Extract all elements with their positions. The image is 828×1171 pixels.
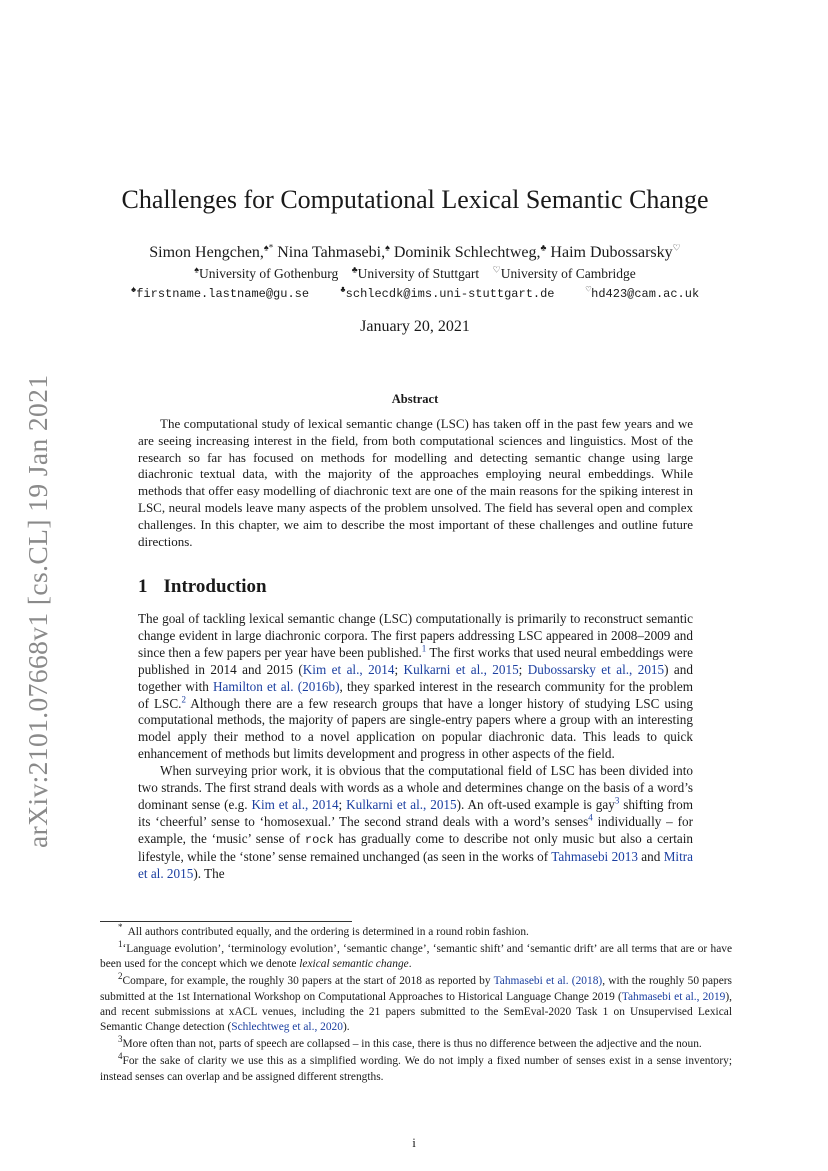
footnote [100, 939, 732, 973]
footnote-text: All authors contributed equally, and the ordering is determined in a round robin fashion. [127, 926, 529, 938]
section-title: Introduction [163, 576, 267, 597]
abstract-text: The computational study of lexical semantic change (LSC) has taken off in the past few years and we are seeing increasing interest in the field, from both computational sciences and linguistics. Most of the research so far has focused on methods for modelling and detecting semantic change using large diachronic textual data, with the majority of the approaches employing neural embeddings. While methods that offer easy modelling of diachronic text are one of the main reasons for the spiking interest in LSC, neural models leave many aspects of the problem unsolved. The field has several open and complex challenges. In this chapter, we aim to describe the most important of these challenges and outline future directions. [138, 416, 693, 549]
footnote [100, 971, 733, 1036]
abstract-heading: Abstract [391, 392, 439, 406]
author-mark: ♡ [672, 242, 681, 253]
author-mark: ♠* [263, 242, 274, 253]
paper-date: January 20, 2021 [360, 318, 470, 335]
page-number: i [412, 1135, 416, 1150]
paragraph [138, 611, 693, 763]
email-mark: ♣ [340, 285, 346, 295]
footnote-text: ), and recent submissions at xACL venues, including the 21 papers submitted to the SemEval-2020 Task 1 on Unsupervised Lexical Semantic Change detection ( [100, 990, 733, 1034]
footnote-text: , with the roughly 50 papers submitted at the 1st International Workshop on Computational Approaches to Historical Language Change 2019 ( [100, 975, 732, 1003]
text-run: ) and together with [138, 661, 693, 694]
text-run: ; [338, 796, 347, 812]
footnotes [100, 922, 733, 1087]
footnote [100, 922, 732, 940]
email-address[interactable]: firstname.lastname@gu.se [136, 287, 310, 301]
footnote-ref[interactable]: 4 [588, 812, 593, 823]
email-address[interactable]: schlecdk@ims.uni-stuttgart.de [345, 287, 555, 301]
citation-link[interactable]: Schlechtweg et al., 2020 [231, 1021, 343, 1034]
text-run: ). The [193, 865, 225, 881]
footnote-ref[interactable]: 2 [181, 694, 186, 705]
footnote [100, 1034, 732, 1052]
footnote-divider [100, 921, 352, 922]
footnote-ref[interactable]: 1 [421, 643, 427, 654]
author-mark: ♠ [385, 242, 390, 253]
citation-link[interactable]: Tahmasebi et al., 2019 [621, 990, 726, 1003]
citation-link[interactable]: Tahmasebi 2013 [551, 848, 638, 864]
section-heading [138, 576, 267, 598]
text-run: , they sparked interest in the research community for the problem of LSC. [138, 678, 693, 711]
affiliation-mark: ♣ [351, 264, 358, 275]
affiliation-mark: ♡ [492, 264, 501, 275]
text-run: The goal of tackling lexical semantic change (LSC) computationally is primarily to reconstruct semantic change evident in large diachronic corpora. The first papers addressing LSC appeared in 2008–2009 and since then a few papers per year have been published. [138, 611, 693, 660]
affiliation-name: University of Cambridge [500, 266, 636, 281]
paper-title: Challenges for Computational Lexical Semantic Change [121, 185, 709, 214]
affiliation-list [60, 265, 770, 282]
author-name: Nina Tahmasebi, [277, 244, 386, 261]
footnote-ref[interactable]: 3 [614, 795, 620, 806]
footnote-mark: 1 [118, 939, 123, 950]
affiliation-mark: ♠ [194, 264, 200, 275]
footnote [100, 1051, 732, 1085]
text-run: The first works that used neural embeddings were published in 2014 and 2015 ( [138, 644, 693, 677]
text-run: ; [518, 661, 528, 677]
email-list [60, 286, 770, 302]
author-name: Dominik Schlechtweg, [393, 244, 541, 261]
footnote-text: ). [342, 1021, 350, 1034]
footnote-mark: 3 [118, 1034, 123, 1045]
text-run: ; [394, 661, 404, 677]
citation-link[interactable]: Hamilton et al. (2016b) [213, 678, 340, 694]
affiliation-name: University of Stuttgart [357, 266, 480, 281]
email-mark: ♠ [130, 285, 137, 295]
footnote-text: For the sake of clarity we use this as a simplified wording. We do not imply a fixed number of senses exist in a sense inventory; instead senses can overlap and be assigned different strengths. [100, 1055, 732, 1083]
footnote-text: ‘Language evolution’, ‘terminology evolution’, ‘semantic change’, ‘semantic shift’ and ‘semantic drift’ are all terms that are or have been used for the concept which we denote [100, 942, 732, 971]
citation-link[interactable]: Mitra et al. 2015 [138, 848, 694, 881]
text-run: When surveying prior work, it is obvious that the computational field of LSC has been divided into two strands. The first strand deals with words as a whole and determines change on the basis of a word’s dominant sense (e.g. [138, 763, 693, 812]
author-name: Simon Hengchen, [149, 244, 264, 261]
footnote-mark: * [118, 922, 123, 933]
paragraph [138, 763, 693, 882]
citation-link[interactable]: Tahmasebi et al. (2018) [493, 975, 603, 988]
author-name: Haim Dubossarsky [550, 244, 673, 261]
email-address[interactable]: hd423@cam.ac.uk [591, 287, 700, 301]
footnote-text: Compare, for example, the roughly 30 papers at the start of 2018 as reported by [122, 975, 494, 988]
footnote-mark: 4 [118, 1051, 123, 1062]
citation-link[interactable]: Kulkarni et al., 2015 [346, 796, 457, 812]
section-body [138, 611, 693, 883]
text-run: and [637, 848, 664, 864]
code-word: rock [304, 832, 334, 847]
author-mark: ♣ [540, 242, 547, 253]
email-mark: ♡ [585, 285, 592, 295]
affiliation-name: University of Gothenburg [199, 266, 339, 281]
text-run: Although there are a few research groups that have a longer history of studying LSC using computational methods, the majority of papers are single-entry papers where a group with an interesting model apply their method to a novel application on popular diachronic data. This leads to quick enhancement of methods but limits development and progress in other aspects of the field. [138, 695, 693, 762]
arxiv-identifier: arXiv:2101.07668v1 [cs.CL] 19 Jan 2021 [22, 374, 53, 848]
author-list [60, 243, 770, 263]
text-run: ). An oft-used example is gay [456, 796, 615, 812]
citation-link[interactable]: Kim et al., 2014 [251, 796, 339, 812]
citation-link[interactable]: Dubossarsky et al., 2015 [527, 661, 665, 677]
citation-link[interactable]: Kim et al., 2014 [302, 661, 395, 677]
text-run: has gradually come to describe not only music but also a certain lifestyle, while the ‘stone’ sense remained unchanged (as seen in the works of [138, 830, 693, 864]
footnote-text: More often than not, parts of speech are collapsed – in this case, there is thus no difference between the adjective and the noun. [122, 1038, 702, 1051]
text-run: individually – for example, the ‘music’ sense of [138, 813, 693, 846]
footnote-text: . [408, 958, 412, 971]
citation-link[interactable]: Kulkarni et al., 2015 [403, 661, 519, 677]
text-run: shifting from its ‘cheerful’ sense to ‘homosexual.’ The second strand deals with a word’s senses [138, 796, 694, 829]
footnote-mark: 2 [118, 971, 123, 982]
footnote-emphasis: lexical semantic change [299, 958, 409, 971]
section-number: 1 [138, 576, 148, 597]
